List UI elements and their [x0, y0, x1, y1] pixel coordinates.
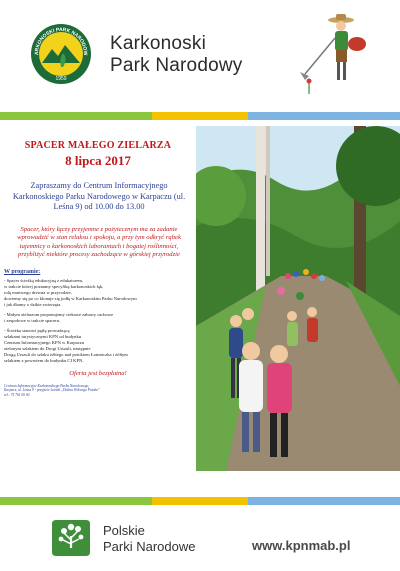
contact-info: Centrum Informacyjne Karkonoskiego Parku Narodowego, Karpacz, ul. Leśna 9 - przyjście ścieżki „Dolina Wilczego Potoku" tel.: 75 761 00 00 [4, 383, 100, 398]
poster-title: SPACER MAŁEGO ZIELARZA [24, 140, 172, 151]
program-item: - Spacer ścieżką edukacyjną z edukatorem, w trakcie której poznamy specyfikę karkonoskich łąk, rolę martwego drewna w przyrodzie, dowiemy się po co klonuje się jodłę w Karkonoskim Parku Narodowym i jak dbamy o dzikie zwierzęta. [4, 277, 137, 307]
footer-brand-line2: Parki Narodowe [103, 539, 196, 554]
invite-text: Zapraszamy do Centrum Informacyjnego Karkonoskiego Parku Narodowego w Karpaczu (ul. Leśna 9) od 10.00 do 13.00 [12, 181, 186, 211]
program-heading: W programie: [4, 268, 41, 275]
polish-national-parks-tree-icon [50, 518, 92, 558]
free-offer-note: Oferta jest bezpłatna! [69, 369, 127, 377]
program-item: - Małym zielarzom proponujemy ciekawe zabawy ruchowe i zespołowe w trakcie spaceru. [4, 311, 114, 323]
header [0, 0, 400, 108]
brand-line1: Karkonoski [110, 33, 206, 54]
color-stripe-top [0, 112, 400, 120]
kpn-emblem-icon [30, 23, 92, 85]
children-forest-walk-photo [196, 126, 400, 471]
footer-brand-line1: Polskie [103, 523, 145, 538]
poster-text-column [0, 126, 196, 471]
color-stripe-bottom [0, 497, 400, 505]
program-list [4, 278, 192, 364]
logo-text-top: ARKONOSKI PARK NARODOW [33, 26, 89, 56]
website-link[interactable]: www.kpnmab.pl [252, 538, 351, 553]
program-item: - Ścieżka stanowi pętlę prowadzącą szlakami turystycznymi KPN od budynku Centrum Informacyjnego KPN w Karpaczu zielonym szlakiem do Drogi Urszuli, następnie Drogą Urszuli do szlaku żółtego nad potokiem Łomniczka i żółtym szlakiem z powrotem do budynku CI KPN. [4, 327, 128, 363]
description-text: Spacer, który łączy przyjemne z pożytecznym ma za zadanie wprowadzić w stan relaksu i spokoju, a przy tym odkryć rąbek tajemnicy o karkonoskich laborantach i bogatej roślinności, przybliżyć niektóre procesy zachodzące w górskiej przyrodzie [17, 225, 181, 259]
herbalist-mascot-icon [295, 14, 377, 96]
brand-line2: Park Narodowy [110, 55, 243, 76]
poster-date: 8 lipca 2017 [65, 153, 131, 168]
logo-text-bottom: 1959 [55, 76, 67, 82]
